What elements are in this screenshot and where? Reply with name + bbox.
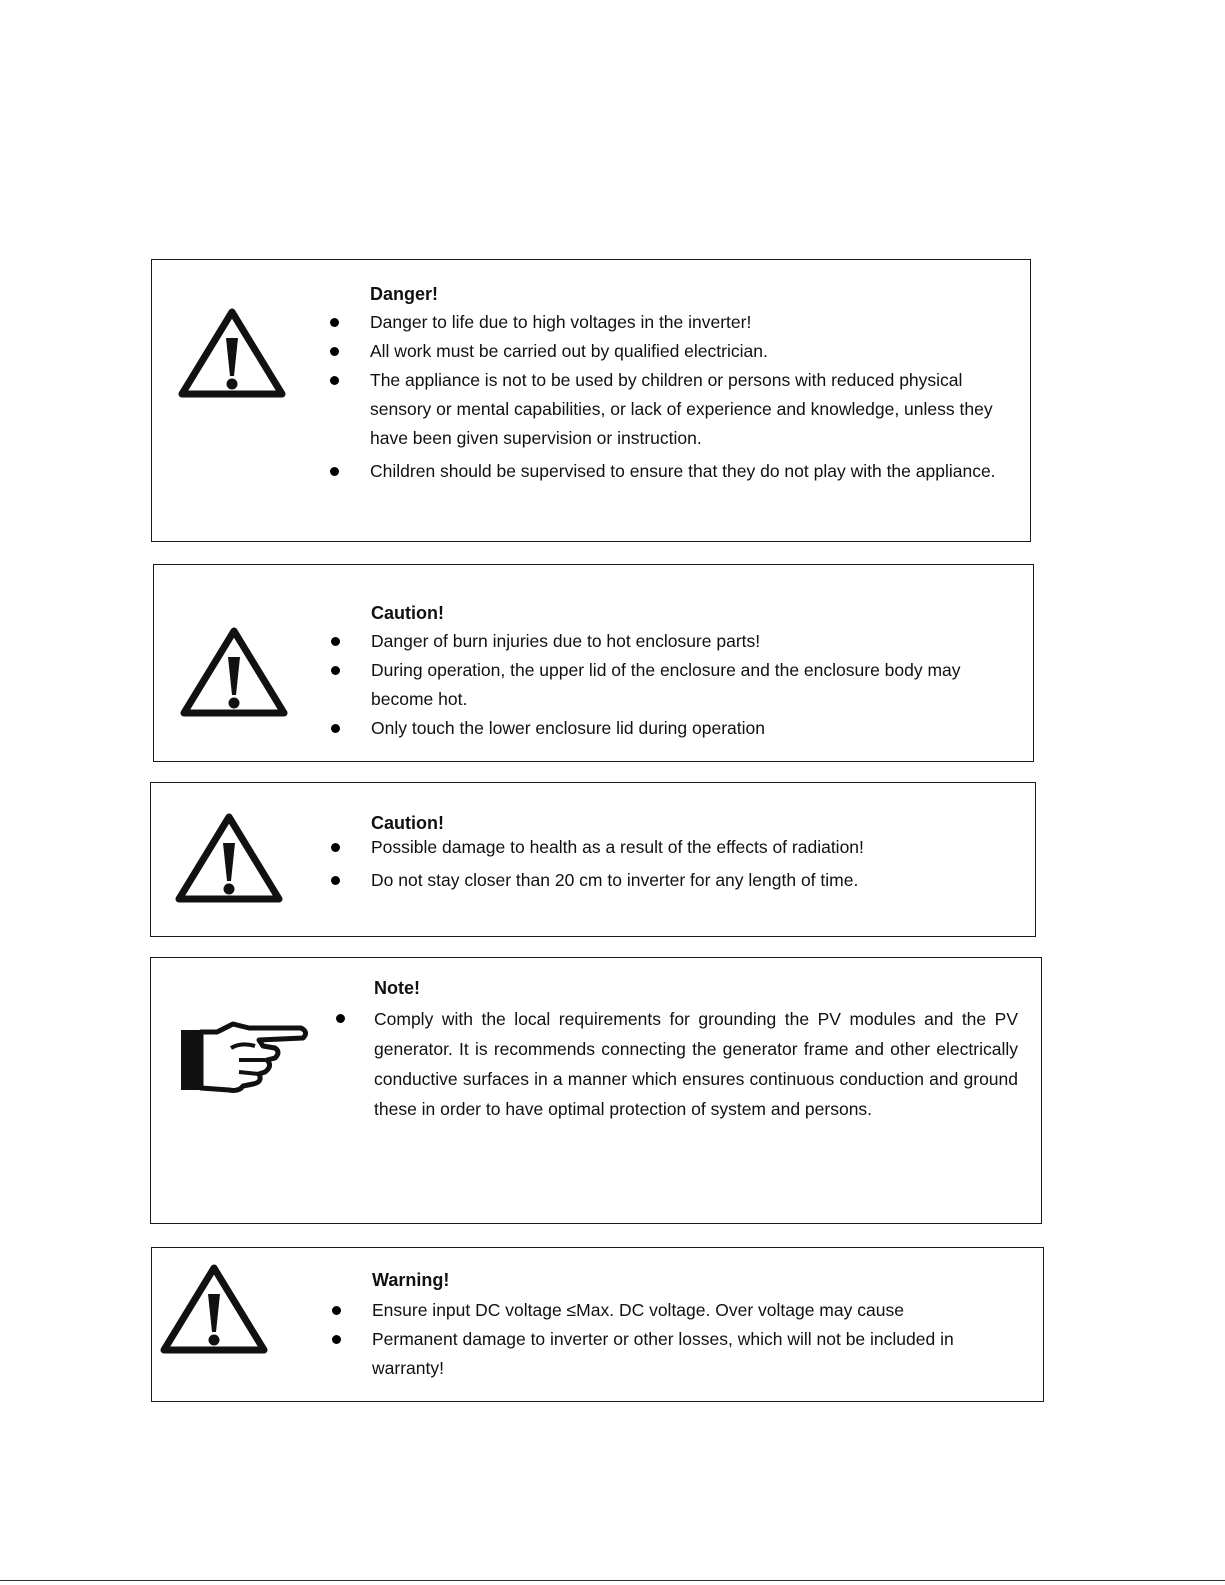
bullet-icon — [331, 666, 340, 675]
notice-title: Caution! — [371, 813, 444, 833]
list-item: Danger to life due to high voltages in the inverter! — [370, 308, 1015, 337]
list-item: Do not stay closer than 20 cm to inverter for any length of time. — [371, 866, 991, 895]
bullet-icon — [332, 1306, 341, 1315]
list-item: During operation, the upper lid of the enclosure and the enclosure body may become hot. — [371, 656, 1019, 714]
bullet-icon — [332, 1335, 341, 1344]
caution-burn-notice — [153, 564, 1034, 762]
danger-notice — [151, 259, 1031, 542]
bullet-icon — [330, 318, 339, 327]
list-item: The appliance is not to be used by children or persons with reduced physical sensory or mental capabilities, or lack of experience and knowledge, unless they have been given supervision or instruction. — [370, 366, 1015, 453]
notice-title: Danger! — [370, 284, 439, 304]
list-item: All work must be carried out by qualified electrician. — [370, 337, 1015, 366]
page-bottom-rule — [0, 1580, 1225, 1581]
bullet-icon — [330, 376, 339, 385]
bullet-icon — [331, 724, 340, 733]
notice-title: Note! — [374, 978, 420, 998]
warning-triangle-icon — [180, 625, 288, 719]
list-item: Comply with the local requirements for grounding the PV modules and the PV generator. It is recommends connecting the generator frame and other electrically conductive surfaces in a manner which ensures continuous conduction and ground these in order to have optimal protection of system and persons. — [374, 1004, 1018, 1124]
bullet-icon — [330, 347, 339, 356]
list-item: Danger of burn injuries due to hot enclosure parts! — [371, 627, 1019, 656]
list-item: Permanent damage to inverter or other losses, which will not be included in warranty! — [372, 1325, 1022, 1383]
bullet-icon — [336, 1014, 345, 1023]
caution-radiation-notice — [150, 782, 1036, 937]
bullet-icon — [331, 843, 340, 852]
list-item: Children should be supervised to ensure that they do not play with the appliance. — [370, 457, 1015, 486]
warning-triangle-icon — [160, 1262, 268, 1356]
pointing-hand-icon — [179, 1020, 311, 1094]
warning-triangle-icon — [175, 811, 283, 905]
list-item: Possible damage to health as a result of the effects of radiation! — [371, 837, 871, 858]
list-item: Only touch the lower enclosure lid during operation — [371, 714, 1019, 743]
list-item: Ensure input DC voltage ≤Max. DC voltage. Over voltage may cause — [372, 1296, 1022, 1325]
note-notice — [150, 957, 1042, 1224]
bullet-icon — [331, 876, 340, 885]
bullet-icon — [331, 637, 340, 646]
warning-notice — [151, 1247, 1044, 1402]
bullet-icon — [330, 467, 339, 476]
notice-title: Caution! — [371, 603, 444, 623]
warning-triangle-icon — [178, 306, 286, 400]
notice-title: Warning! — [372, 1270, 450, 1290]
